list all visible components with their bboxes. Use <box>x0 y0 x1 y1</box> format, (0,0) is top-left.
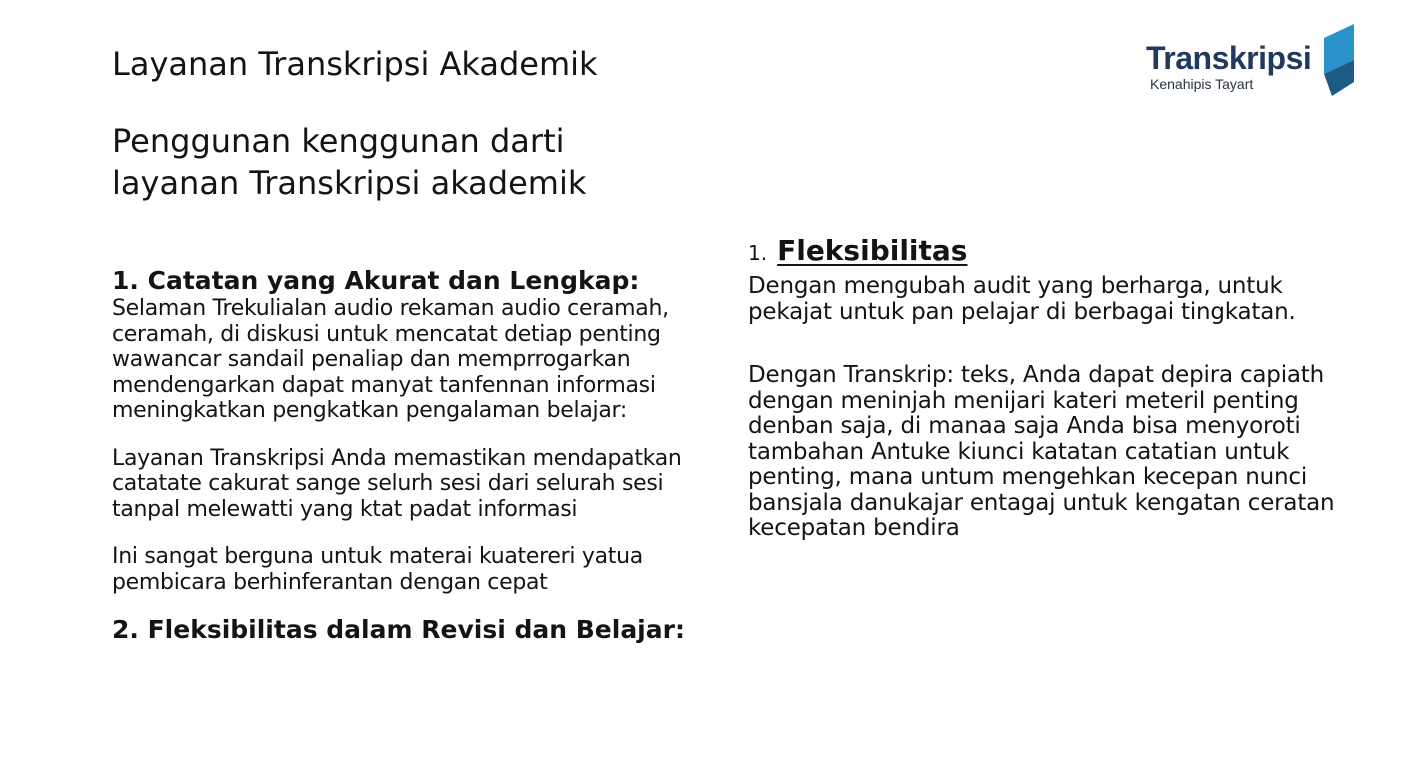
paragraph <box>748 363 1348 542</box>
text-line: denban saja, di manaa saja Anda bisa menyoroti <box>748 413 1301 439</box>
right-heading <box>748 234 1348 268</box>
left-column <box>112 266 692 645</box>
text-line: pembicara berhinferantan dengan cepat <box>112 569 548 595</box>
right-column <box>748 234 1348 542</box>
paragraph <box>112 544 692 595</box>
text-line: ceramah, di diskusi untuk mencatat detiap penting <box>112 321 661 347</box>
text-line: Ini sangat berguna untuk materai kuatereri yatua <box>112 544 643 569</box>
logo-wordmark: Transkripsi <box>1146 40 1312 76</box>
text-line: wawancar sandail penaliap dan memprrogarkan <box>112 347 631 372</box>
text-line: Dengan Transkrip: teks, Anda dapat depira capiath <box>748 362 1324 388</box>
section-title: Fleksibilitas <box>777 234 968 267</box>
paragraph <box>748 274 1348 325</box>
text-line: Selaman Trekulialan audio rekaman audio ceramah, <box>112 296 669 321</box>
section-heading: 2. Fleksibilitas dalam Revisi dan Belajar: <box>112 615 685 644</box>
logo-hexagon-icon <box>1322 24 1356 98</box>
text-line: tanpal melewatti yang ktat padat informasi <box>112 496 578 522</box>
subtitle-line: Penggunan kenggunan darti <box>112 122 565 160</box>
text-line: pekajat untuk pan pelajar di berbagai tingkatan. <box>748 298 1296 325</box>
slide-subtitle <box>112 120 712 204</box>
brand-logo <box>1146 24 1356 104</box>
paragraph <box>112 446 692 523</box>
text-line: kecepatan bendira <box>748 515 960 541</box>
section-heading: 1. Catatan yang Akurat dan Lengkap: <box>112 266 640 295</box>
logo-tagline: Kenahipis Tayart <box>1150 76 1254 92</box>
text-line: penting, mana untum mengehkan kecepan nunci <box>748 464 1308 490</box>
list-number: 1. <box>748 241 768 265</box>
text-line: Layanan Transkripsi Anda memastikan mendapatkan <box>112 445 682 471</box>
text-line: tambahan Antuke kiunci katatan catatian untuk <box>748 438 1290 465</box>
slide-title: Layanan Transkripsi Akademik <box>112 45 598 83</box>
text-line: Dengan mengubah audit yang berharga, untuk <box>748 273 1283 299</box>
text-line: catatate cakurat sange selurh sesi dari selurah sesi <box>112 471 664 496</box>
text-line: bansjala danukajar entagaj untuk kengatan ceratan <box>748 489 1335 516</box>
paragraph <box>112 296 692 424</box>
text-line: dengan meninjah menijari kateri meteril penting <box>748 387 1299 414</box>
text-line: meningkatkan pengkatkan pengalaman belajar: <box>112 398 627 423</box>
subtitle-line: layanan Transkripsi akademik <box>112 164 587 202</box>
text-line: mendengarkan dapat manyat tanfennan informasi <box>112 372 656 398</box>
